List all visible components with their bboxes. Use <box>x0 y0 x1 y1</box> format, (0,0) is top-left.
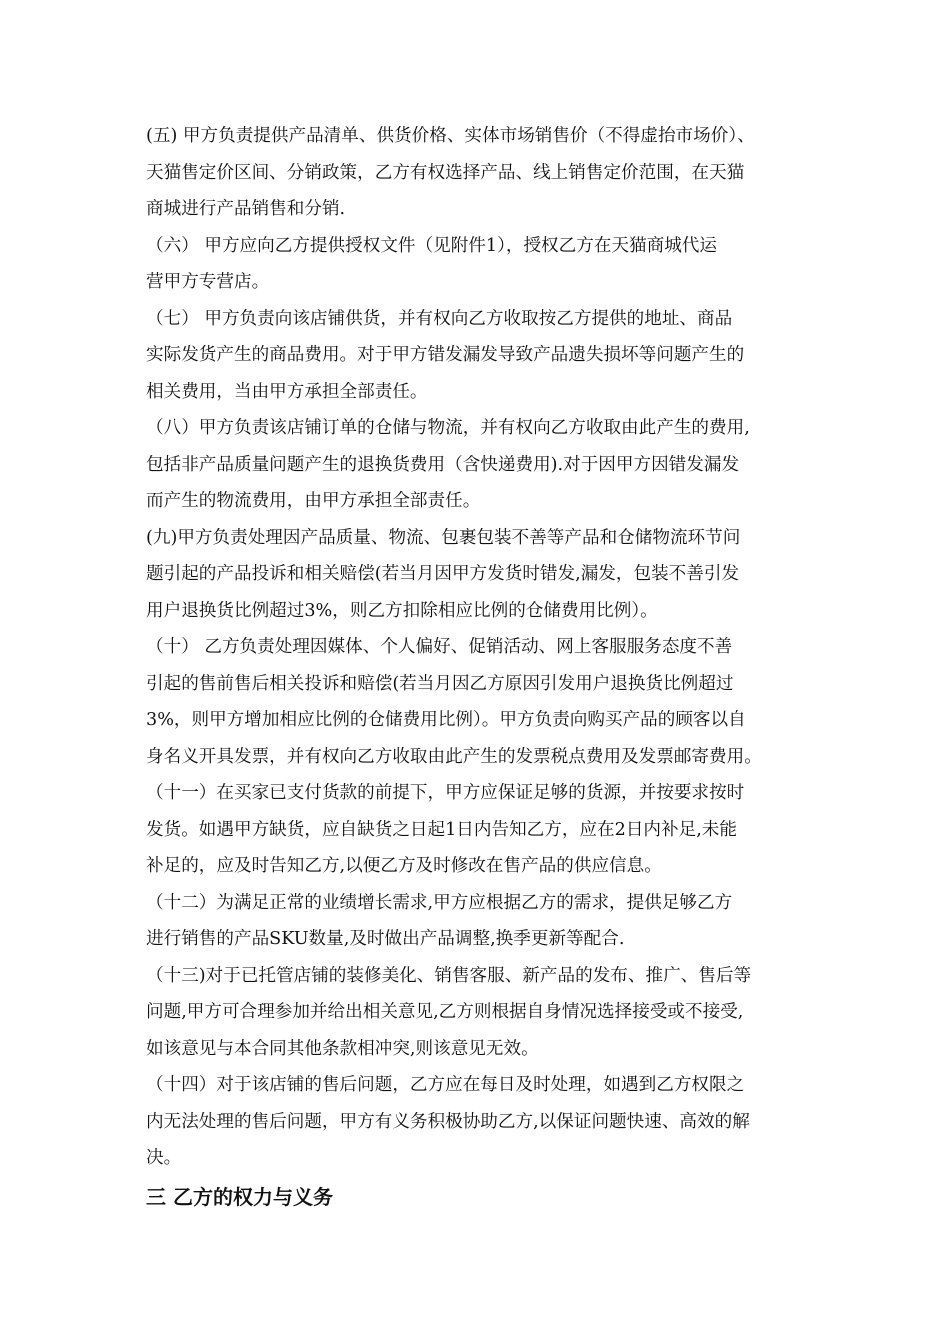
clause-line: 如该意见与本合同其他条款相冲突,则该意见无效。 <box>146 1038 539 1059</box>
clause-line: 包括非产品质量问题产生的退换货费用（含快递费用).对于因甲方因错发漏发 <box>146 454 740 475</box>
clause-line: （八）甲方负责该店铺订单的仓储与物流，并有权向乙方收取由此产生的费用, <box>146 418 750 438</box>
clause-paragraph <box>146 1067 816 1177</box>
clause-line: 发货。如遇甲方缺货，应自缺货之日起1日内告知乙方，应在2日内补足,未能 <box>146 819 737 840</box>
clause-paragraph <box>146 958 816 1068</box>
section-heading: 三 乙方的权力与义务 <box>146 1184 333 1209</box>
clause-paragraph <box>146 118 816 228</box>
clause-line: 进行销售的产品SKU数量,及时做出产品调整,换季更新等配合. <box>146 929 625 949</box>
clause-paragraph <box>146 410 816 520</box>
clause-line: 决。 <box>146 1148 182 1168</box>
clause-line: 用户退换货比例超过3%，则乙方扣除相应比例的仓储费用比例）。 <box>146 600 658 621</box>
clause-paragraph <box>146 301 816 411</box>
clause-paragraph <box>146 228 816 301</box>
clause-line: （十三)对于已托管店铺的装修美化、销售客服、新产品的发布、推广、售后等 <box>146 965 752 986</box>
clause-line: （十四）对于该店铺的售后问题，乙方应在每日及时处理，如遇到乙方权限之 <box>146 1075 745 1095</box>
clause-line: 3%，则甲方增加相应比例的仓储费用比例）。甲方负责向购买产品的顾客以自 <box>146 710 746 730</box>
clause-line: （十一）在买家已支付货款的前提下，甲方应保证足够的货源，并按要求按时 <box>146 783 745 803</box>
clause-line: 天猫售定价区间、分销政策，乙方有权选择产品、线上销售定价范围，在天猫 <box>146 162 745 183</box>
clause-line: （七） 甲方负责向该店铺供货，并有权向乙方收取按乙方提供的地址、商品 <box>146 308 733 329</box>
clause-paragraph <box>146 885 816 958</box>
clause-line: 商城进行产品销售和分销. <box>146 199 346 219</box>
clause-paragraph <box>146 629 816 775</box>
clause-line: 身名义开具发票，并有权向乙方收取由此产生的发票税点费用及发票邮寄费用。 <box>146 746 762 767</box>
clause-paragraph <box>146 775 816 885</box>
clause-line: （十） 乙方负责处理因媒体、个人偏好、促销活动、网上客服服务态度不善 <box>146 637 733 657</box>
clause-line: （六） 甲方应向乙方提供授权文件（见附件1），授权乙方在天猫商城代运 <box>146 235 717 256</box>
clause-line: 相关费用，当由甲方承担全部责任。 <box>146 381 428 402</box>
clause-line: (九)甲方负责处理因产品质量、物流、包裹包装不善等产品和仓储物流环节问 <box>146 527 741 548</box>
clause-paragraph <box>146 520 816 630</box>
clause-line: (五) 甲方负责提供产品清单、供货价格、实体市场销售价（不得虚抬市场价）、 <box>146 126 755 146</box>
clause-line: 补足的，应及时告知乙方,以便乙方及时修改在售产品的供应信息。 <box>146 856 662 876</box>
document-body <box>146 118 816 1215</box>
clause-line: 题引起的产品投诉和相关赔偿(若当月因甲方发货时错发,漏发，包装不善引发 <box>146 564 740 584</box>
clause-line: 实际发货产生的商品费用。对于甲方错发漏发导致产品遗失损坏等问题产生的 <box>146 345 745 365</box>
clause-line: （十二）为满足正常的业绩增长需求,甲方应根据乙方的需求，提供足够乙方 <box>146 892 733 913</box>
clause-line: 营甲方专营店。 <box>146 272 270 292</box>
clause-line: 引起的售前售后相关投诉和赔偿(若当月因乙方原因引发用户退换货比例超过 <box>146 673 734 694</box>
clause-line: 而产生的物流费用，由甲方承担全部责任。 <box>146 491 481 511</box>
clause-line: 问题,甲方可合理参加并给出相关意见,乙方则根据自身情况选择接受或不接受, <box>146 1002 744 1022</box>
clause-line: 内无法处理的售后问题，甲方有义务积极协助乙方,以保证问题快速、高效的解 <box>146 1111 750 1132</box>
